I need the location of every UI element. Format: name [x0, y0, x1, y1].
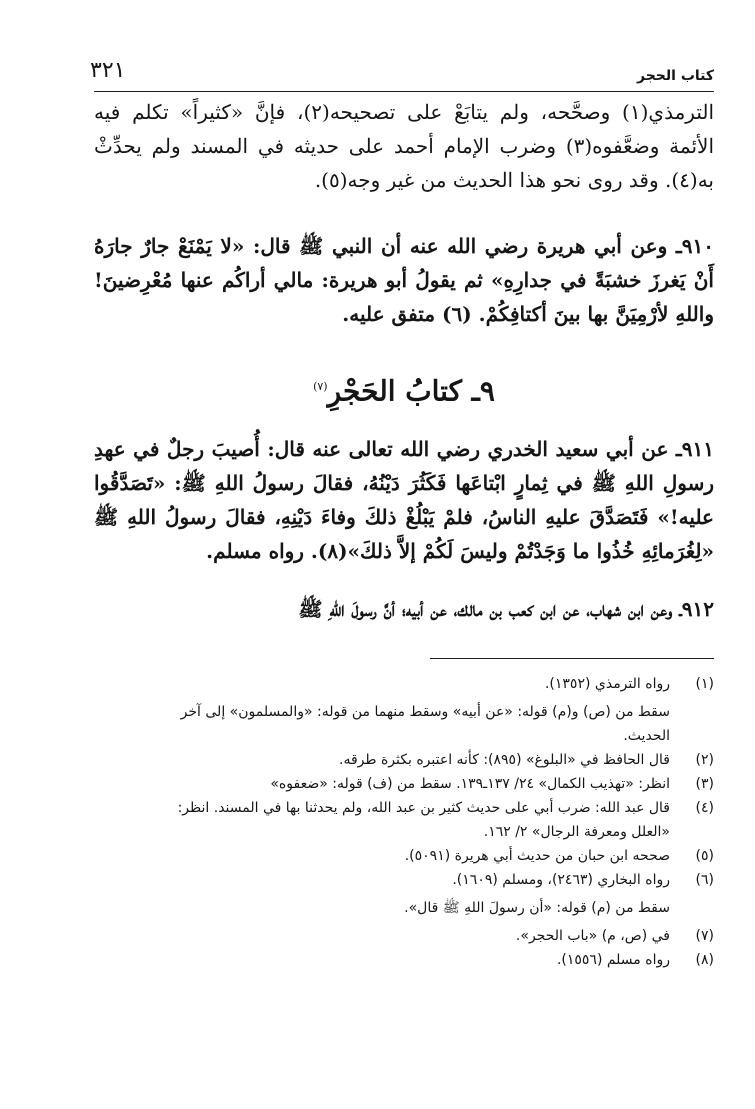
footnote-5 [94, 844, 714, 868]
footnote-text: صححه ابن حبان من حديث أبي هريرة (٥٠٩١). [404, 848, 670, 864]
footnote-number: (٤) [695, 800, 714, 816]
footnote-7 [94, 924, 714, 948]
footnote-rule [430, 658, 714, 659]
footnote-4 [94, 796, 714, 820]
footnotes [94, 672, 714, 972]
footnote-number: (٣) [695, 776, 714, 792]
footnote-text: قال عبد الله: ضرب أبي على حديث كثير بن عبد الله، ولم يحدثنا بها في المسند. انظر: [177, 800, 670, 816]
page-number: ٣٢١ [90, 58, 126, 83]
footnote-number: (٧) [695, 928, 714, 944]
footnote-number: (٦) [695, 872, 714, 888]
hadith-910: ٩١٠ـ وعن أبي هريرة رضي الله عنه أن النبي ﷺ قال: «لا يَمْنَعْ جارٌ جارَهُ أَنْ يَغرزَ خشبَةً في جدارِهِ» ثم يقولُ أبو هريرة: مالي أراكُم عنها مُعْرِضينَ! واللهِ لأرْمِيَنَّ بها بينَ أكتافِكُمْ. (٦) متفق عليه. [94, 234, 714, 326]
footnote-4-continued: «العلل ومعرفة الرجال» ٢/ ١٦٢. [483, 824, 670, 840]
chapter-title: ٩ـ كتابُ الحَجْرِ [327, 374, 495, 408]
footnote-3 [94, 772, 714, 796]
chapter-note-ref: (٧) [313, 380, 328, 393]
header-rule [94, 91, 714, 92]
paragraph-continuation: الترمذي(١) وصحَّحه، ولم يتابَعْ على تصحيحه(٢)، فإنَّ «كثيراً» تكلم فيه الأئمة وضعَّفوه(٣) وضرب الإمام أحمد على حديثه في المسند ولم يحدِّثْ به(٤). وقد روى نحو هذا الحديث من غير وجه(٥). [94, 100, 715, 192]
hadith-912: ٩١٢ـ وعن ابن شهاب، عن ابن كعب بن مالك، عن أبيه؛ أنَّ رسولَ اللهِ ﷺ [298, 597, 714, 621]
footnote-6-note: سقط من (م) قوله: «أن رسولَ اللهِ ﷺ قال». [404, 900, 670, 916]
hadith-911: ٩١١ـ عن أبي سعيد الخدري رضي الله تعالى عنه قال: أُصيبَ رجلٌ في عهدِ رسولِ اللهِ ﷺ في ثِمارٍ ابْتاعَها فَكَثُرَ دَيْنُهُ، فقالَ رسولُ اللهِ ﷺ: «تَصَدَّقُوا عليه!» فَتَصَدَّقَ عليهِ الناسُ، فلمْ يَبْلُغْ ذلكَ وفاءَ دَيْنِهِ، فقالَ رسولُ اللهِ ﷺ «لِغُرَمائِهِ خُذُوا ما وَجَدْتُمْ وليسَ لَكُمْ إلاَّ ذلكَ»(٨). رواه مسلم. [94, 437, 714, 563]
footnote-number: (٢) [695, 752, 714, 768]
footnote-text: في (ص، م) «باب الحجر». [515, 928, 670, 944]
footnote-text: رواه البخاري (٢٤٦٣)، ومسلم (١٦٠٩). [452, 872, 670, 888]
footnote-6 [94, 868, 714, 892]
footnote-number: (٥) [695, 848, 714, 864]
footnote-number: (١) [695, 676, 714, 692]
footnote-text: رواه الترمذي (١٣٥٢). [544, 676, 670, 692]
page-header [90, 56, 714, 90]
chapter-heading [94, 362, 714, 412]
footnote-1-note-end: الحديث. [623, 728, 670, 744]
running-title: كتاب الحجر [637, 68, 714, 84]
footnote-1-note: سقط من (ص) و(م) قوله: «عن أبيه» وسقط منهما من قوله: «والمسلمون» إلى آخر [180, 704, 670, 720]
footnote-1 [94, 672, 714, 696]
footnote-text: رواه مسلم (١٥٥٦). [556, 952, 670, 968]
footnote-8 [94, 948, 714, 972]
footnote-text: انظر: «تهذيب الكمال» ٢٤/ ١٣٧ـ١٣٩. سقط من (ف) قوله: «ضعفوه» [270, 776, 670, 792]
footnote-text: قال الحافظ في «البلوغ» (٨٩٥): كأنه اعتبره بكثرة طرقه. [339, 752, 670, 768]
footnote-number: (٨) [695, 952, 714, 968]
footnote-2 [94, 748, 714, 772]
